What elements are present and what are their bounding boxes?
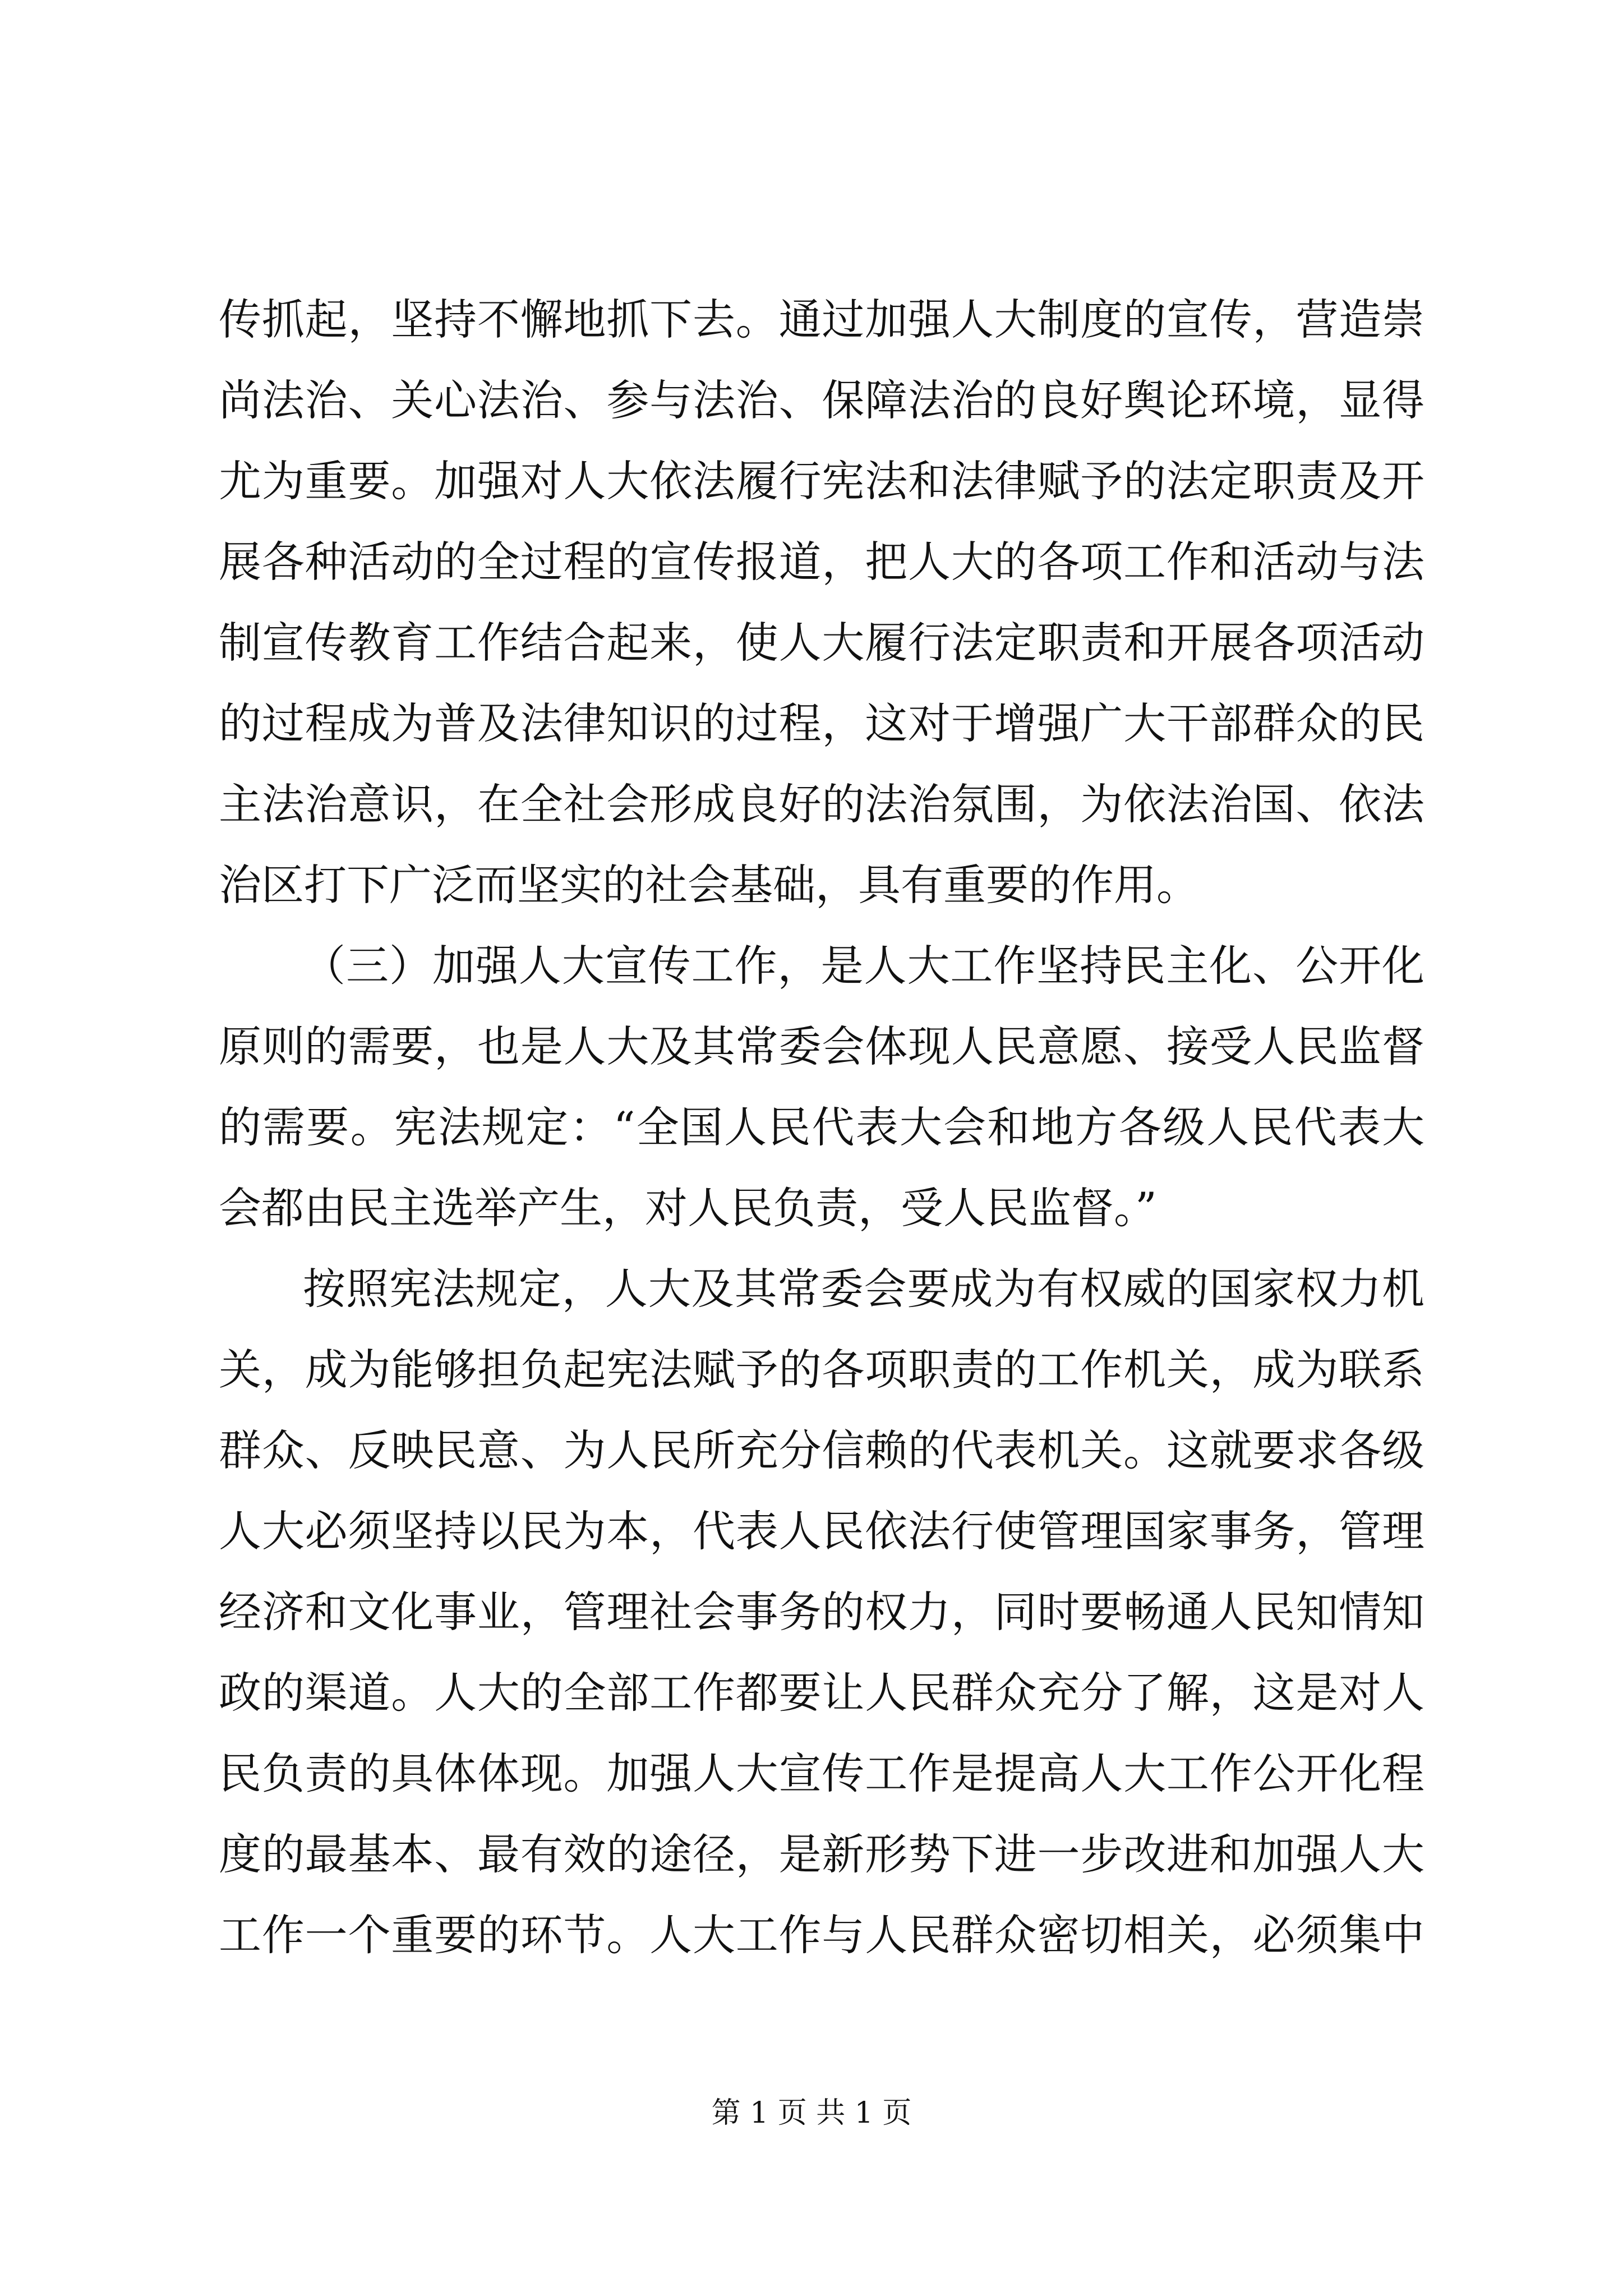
- page-number: 第 1 页 共 1 页: [711, 2096, 912, 2130]
- paragraph-3: [219, 1249, 1424, 1976]
- text-line: 的需要。宪法规定：“全国人民代表大会和地方各级人民代表大: [219, 1102, 1424, 1152]
- text-line: 关，成为能够担负起宪法赋予的各项职责的工作机关，成为联系: [219, 1345, 1424, 1395]
- paragraph-2: [219, 926, 1424, 1249]
- text-line: 群众、反映民意、为人民所充分信赖的代表机关。这就要求各级: [219, 1425, 1424, 1475]
- text-line: 民负责的具体体现。加强人大宣传工作是提高人大工作公开化程: [219, 1749, 1424, 1798]
- text-line: 治区打下广泛而坚实的社会基础，具有重要的作用。: [219, 860, 1199, 910]
- paragraph-1: [219, 279, 1424, 926]
- body-text: [219, 279, 1424, 1976]
- text-line: 原则的需要，也是人大及其常委会体现人民意愿、接受人民监督: [219, 1022, 1424, 1071]
- text-line: 尚法治、关心法治、参与法治、保障法治的良好舆论环境，显得: [219, 375, 1424, 425]
- text-line: 制宣传教育工作结合起来，使人大履行法定职责和开展各项活动: [219, 618, 1424, 668]
- text-line: 度的最基本、最有效的途径，是新形势下进一步改进和加强人大: [219, 1829, 1424, 1879]
- text-line: 工作一个重要的环节。人大工作与人民群众密切相关，必须集中: [219, 1910, 1424, 1960]
- text-line: （三）加强人大宣传工作，是人大工作坚持民主化、公开化: [303, 941, 1424, 991]
- text-line: 尤为重要。加强对人大依法履行宪法和法律赋予的法定职责及开: [219, 456, 1424, 506]
- text-line: 按照宪法规定，人大及其常委会要成为有权威的国家权力机: [303, 1264, 1424, 1314]
- text-line: 主法治意识，在全社会形成良好的法治氛围，为依法治国、依法: [219, 779, 1424, 829]
- text-line: 的过程成为普及法律知识的过程，这对于增强广大干部群众的民: [219, 698, 1424, 748]
- text-line: 传抓起，坚持不懈地抓下去。通过加强人大制度的宣传，营造崇: [219, 295, 1424, 344]
- text-line: 会都由民主选举产生，对人民负责，受人民监督。”: [219, 1183, 1157, 1233]
- text-line: 经济和文化事业，管理社会事务的权力，同时要畅通人民知情知: [219, 1587, 1424, 1637]
- page-footer: [0, 2093, 1623, 2133]
- text-line: 人大必须坚持以民为本，代表人民依法行使管理国家事务，管理: [219, 1506, 1424, 1556]
- text-line: 政的渠道。人大的全部工作都要让人民群众充分了解，这是对人: [219, 1668, 1424, 1718]
- text-line: 展各种活动的全过程的宣传报道，把人大的各项工作和活动与法: [219, 537, 1424, 587]
